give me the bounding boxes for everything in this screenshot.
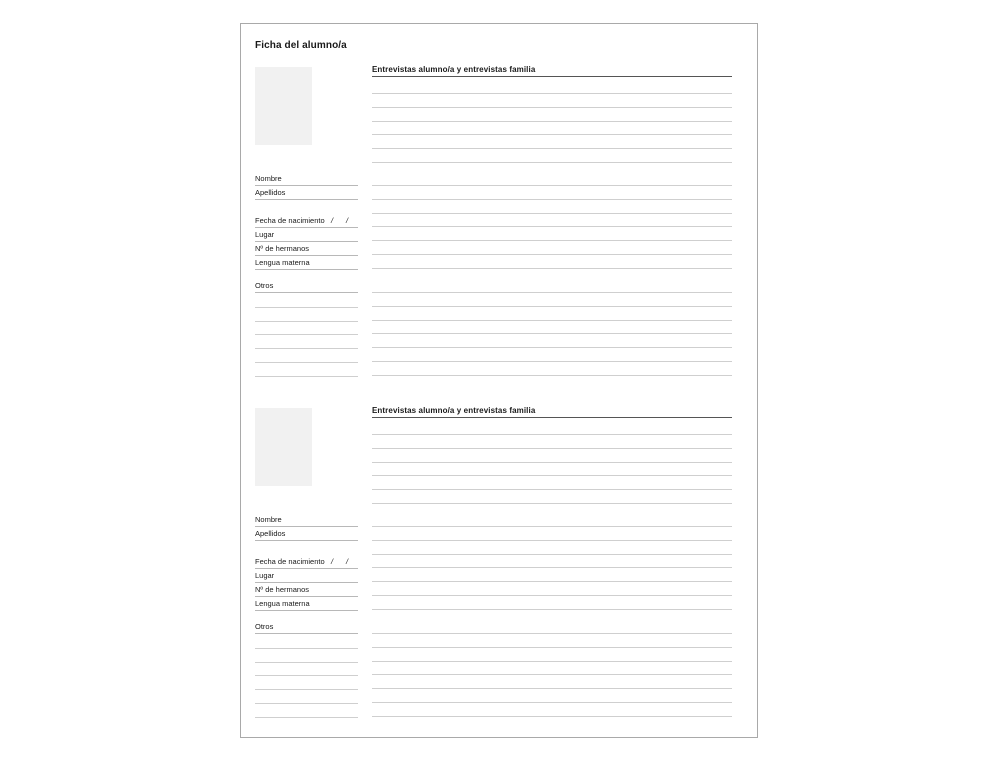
- name-field[interactable]: [255, 172, 358, 186]
- siblings-field[interactable]: [255, 242, 358, 256]
- interview-writing-line[interactable]: [372, 595, 732, 596]
- birthdate-field[interactable]: [255, 555, 358, 569]
- others-label: Otros: [255, 622, 274, 631]
- birthplace-field[interactable]: [255, 569, 358, 583]
- mother-tongue-field[interactable]: [255, 597, 358, 611]
- others-field[interactable]: [255, 279, 358, 293]
- name-label: Nombre: [255, 174, 282, 183]
- interview-writing-line[interactable]: [372, 199, 732, 200]
- surname-label: Apellidos: [255, 529, 286, 538]
- interview-writing-line[interactable]: [372, 567, 732, 568]
- others-writing-line[interactable]: [255, 321, 358, 322]
- others-writing-line[interactable]: [255, 648, 358, 649]
- date-separator: /: [346, 216, 349, 225]
- interview-writing-line[interactable]: [372, 162, 732, 163]
- interview-writing-line[interactable]: [372, 716, 732, 717]
- interview-writing-line[interactable]: [372, 609, 732, 610]
- interview-writing-line[interactable]: [372, 581, 732, 582]
- birthdate-label: Fecha de nacimiento: [255, 557, 325, 566]
- interview-writing-line[interactable]: [372, 148, 732, 149]
- others-writing-line[interactable]: [255, 717, 358, 718]
- form-page: [240, 23, 758, 738]
- siblings-label: Nº de hermanos: [255, 585, 310, 594]
- interview-writing-line[interactable]: [372, 254, 732, 255]
- interview-writing-line[interactable]: [372, 306, 732, 307]
- interview-writing-line[interactable]: [372, 688, 732, 689]
- interview-writing-line[interactable]: [372, 333, 732, 334]
- birthplace-label: Lugar: [255, 230, 275, 239]
- student-record-section: [241, 405, 759, 735]
- interview-writing-line[interactable]: [372, 185, 732, 186]
- mother-tongue-label: Lengua materna: [255, 599, 310, 608]
- birthdate-field[interactable]: [255, 214, 358, 228]
- interview-writing-line[interactable]: [372, 434, 732, 435]
- others-field[interactable]: [255, 620, 358, 634]
- others-writing-line[interactable]: [255, 362, 358, 363]
- interview-writing-line[interactable]: [372, 134, 732, 135]
- student-record-section: [241, 64, 759, 394]
- interview-writing-line[interactable]: [372, 347, 732, 348]
- interview-writing-line[interactable]: [372, 448, 732, 449]
- birthplace-field[interactable]: [255, 228, 358, 242]
- interview-writing-line[interactable]: [372, 647, 732, 648]
- interview-writing-line[interactable]: [372, 661, 732, 662]
- surname-field[interactable]: [255, 527, 358, 541]
- interview-writing-line[interactable]: [372, 93, 732, 94]
- others-writing-line[interactable]: [255, 307, 358, 308]
- interview-writing-line[interactable]: [372, 268, 732, 269]
- interview-writing-line[interactable]: [372, 503, 732, 504]
- date-separator: /: [331, 557, 334, 566]
- others-label: Otros: [255, 281, 274, 290]
- interview-writing-line[interactable]: [372, 107, 732, 108]
- others-writing-line[interactable]: [255, 348, 358, 349]
- interview-writing-line[interactable]: [372, 633, 732, 634]
- date-separator: /: [346, 557, 349, 566]
- others-writing-line[interactable]: [255, 689, 358, 690]
- interview-writing-line[interactable]: [372, 213, 732, 214]
- interview-writing-line[interactable]: [372, 489, 732, 490]
- birthdate-label: Fecha de nacimiento: [255, 216, 325, 225]
- mother-tongue-field[interactable]: [255, 256, 358, 270]
- siblings-field[interactable]: [255, 583, 358, 597]
- interview-writing-line[interactable]: [372, 361, 732, 362]
- others-writing-line[interactable]: [255, 334, 358, 335]
- others-writing-line[interactable]: [255, 662, 358, 663]
- interview-writing-line[interactable]: [372, 240, 732, 241]
- interview-writing-line[interactable]: [372, 292, 732, 293]
- page-title: Ficha del alumno/a: [255, 40, 347, 51]
- others-writing-line[interactable]: [255, 703, 358, 704]
- mother-tongue-label: Lengua materna: [255, 258, 310, 267]
- birthplace-label: Lugar: [255, 571, 275, 580]
- interview-writing-line[interactable]: [372, 526, 732, 527]
- interview-writing-line[interactable]: [372, 475, 732, 476]
- interview-writing-line[interactable]: [372, 462, 732, 463]
- interview-writing-line[interactable]: [372, 540, 732, 541]
- interviews-title: Entrevistas alumno/a y entrevistas familia: [372, 406, 732, 418]
- interview-writing-line[interactable]: [372, 320, 732, 321]
- interview-writing-line[interactable]: [372, 702, 732, 703]
- name-label: Nombre: [255, 515, 282, 524]
- others-writing-line[interactable]: [255, 376, 358, 377]
- interview-writing-line[interactable]: [372, 226, 732, 227]
- name-field[interactable]: [255, 513, 358, 527]
- surname-field[interactable]: [255, 186, 358, 200]
- interview-writing-line[interactable]: [372, 121, 732, 122]
- photo-placeholder[interactable]: [255, 408, 312, 486]
- interview-writing-line[interactable]: [372, 674, 732, 675]
- date-separator: /: [331, 216, 334, 225]
- interviews-title: Entrevistas alumno/a y entrevistas familia: [372, 65, 732, 77]
- siblings-label: Nº de hermanos: [255, 244, 310, 253]
- interview-writing-line[interactable]: [372, 375, 732, 376]
- surname-label: Apellidos: [255, 188, 286, 197]
- others-writing-line[interactable]: [255, 675, 358, 676]
- photo-placeholder[interactable]: [255, 67, 312, 145]
- interview-writing-line[interactable]: [372, 554, 732, 555]
